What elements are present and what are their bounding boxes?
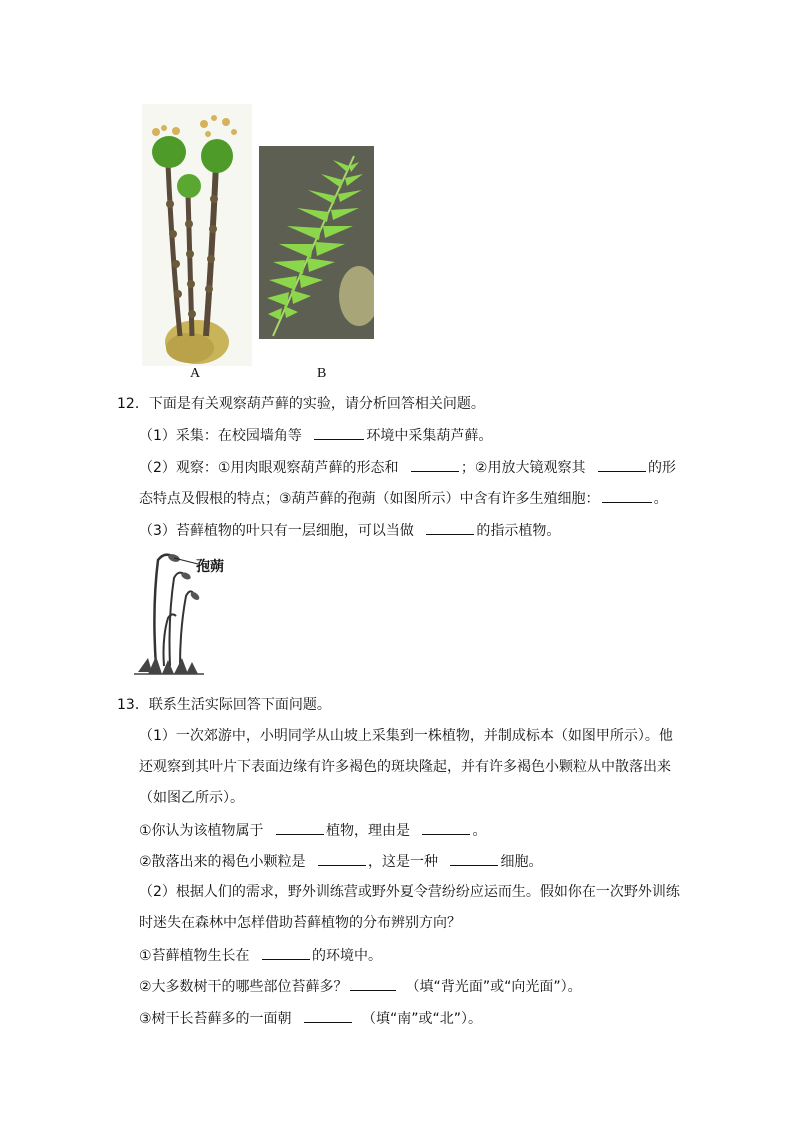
q12-blank-5[interactable] [426, 520, 474, 535]
figure-b-fern-image [259, 146, 374, 339]
q13-blank-5[interactable] [262, 945, 310, 960]
figure-a-caption: A [190, 366, 201, 381]
q12-blank-2[interactable] [411, 457, 459, 472]
q13-sub-4 [139, 976, 582, 997]
q13-s4-text-a: ②大多数树干的哪些部位苔藓多？ [139, 979, 348, 995]
q13-s2-text-a: ②散落出来的褐色小颗粒是 [139, 854, 306, 870]
q12-p2-text-b: ；②用放大镜观察其 [460, 460, 586, 476]
q13-blank-1[interactable] [276, 820, 324, 835]
q12-p2-text-d: 态特点及假根的特点；③葫芦藓的孢蒴（如图所示）中含有许多生殖细胞： [139, 491, 600, 507]
q12-part-1 [139, 425, 492, 446]
q13-blank-3[interactable] [318, 851, 366, 866]
moss-capsule-label: 孢蒴 [196, 559, 224, 575]
q13-sub-3 [139, 945, 382, 966]
q13-s5-text-b: （填“南”或“北”）。 [362, 1011, 483, 1027]
q13-s1-text-c: 。 [472, 823, 487, 839]
question-13-title: 13．联系生活实际回答下面问题。 [117, 697, 331, 713]
q13-blank-2[interactable] [422, 820, 470, 835]
q12-p1-text-b: 环境中采集葫芦藓。 [366, 428, 493, 444]
q12-p2-text-a: （2）观察：①用肉眼观察葫芦藓的形态和 [139, 460, 399, 476]
figure-b-caption: B [317, 366, 327, 381]
q13-line-5: 时迷失在森林中怎样借助苔藓植物的分布辨别方向？ [139, 915, 461, 931]
q13-line-3: （如图乙所示）。 [139, 790, 244, 806]
q12-p1-text-a: （1）采集：在校园墙角等 [139, 428, 302, 444]
q13-s1-text-a: ①你认为该植物属于 [139, 823, 264, 839]
q13-sub-1 [139, 820, 486, 841]
q12-p3-text-a: （3）苔藓植物的叶只有一层细胞，可以当做 [139, 523, 414, 539]
q13-s5-text-a: ③树干长苔藓多的一面朝 [139, 1011, 292, 1027]
q13-s3-text-b: 的环境中。 [312, 948, 383, 964]
figure-a-moss-image [142, 104, 252, 366]
q13-line-2: 还观察到其叶片下表面边缘有许多褐色的斑块隆起，并有许多褐色小颗粒从中散落出来 [139, 759, 671, 775]
q13-blank-7[interactable] [304, 1008, 352, 1023]
q12-part-3 [139, 520, 560, 541]
q13-blank-4[interactable] [450, 851, 498, 866]
q13-sub-2 [139, 851, 542, 872]
q13-sub-5 [139, 1008, 482, 1029]
q13-blank-6[interactable] [350, 976, 396, 991]
question-12-title: 12．下面是有关观察葫芦藓的实验，请分析回答相关问题。 [117, 396, 485, 412]
q12-blank-3[interactable] [598, 457, 646, 472]
q12-p2-text-e: 。 [653, 491, 668, 507]
q13-s3-text-a: ①苔藓植物生长在 [139, 948, 250, 964]
q13-s2-text-c: 细胞。 [500, 854, 543, 870]
q13-s1-text-b: 植物，理由是 [326, 823, 411, 839]
q12-p3-text-b: 的指示植物。 [476, 523, 561, 539]
q12-part-2-continued [139, 488, 668, 509]
q13-line-1: （1）一次郊游中，小明同学从山坡上采集到一株植物，并制成标本（如图甲所示）。他 [139, 728, 673, 744]
q13-s4-text-b: （填“背光面”或“向光面”）。 [405, 979, 582, 995]
q12-blank-1[interactable] [314, 425, 364, 440]
q13-s2-text-b: ，这是一种 [368, 854, 439, 870]
q12-p2-text-c: 的形 [647, 460, 676, 476]
q12-part-2 [139, 457, 676, 478]
q13-line-4: （2）根据人们的需求，野外训练营或野外夏令营纷纷应运而生。假如你在一次野外训练 [139, 884, 680, 900]
q12-blank-4[interactable] [602, 488, 652, 503]
